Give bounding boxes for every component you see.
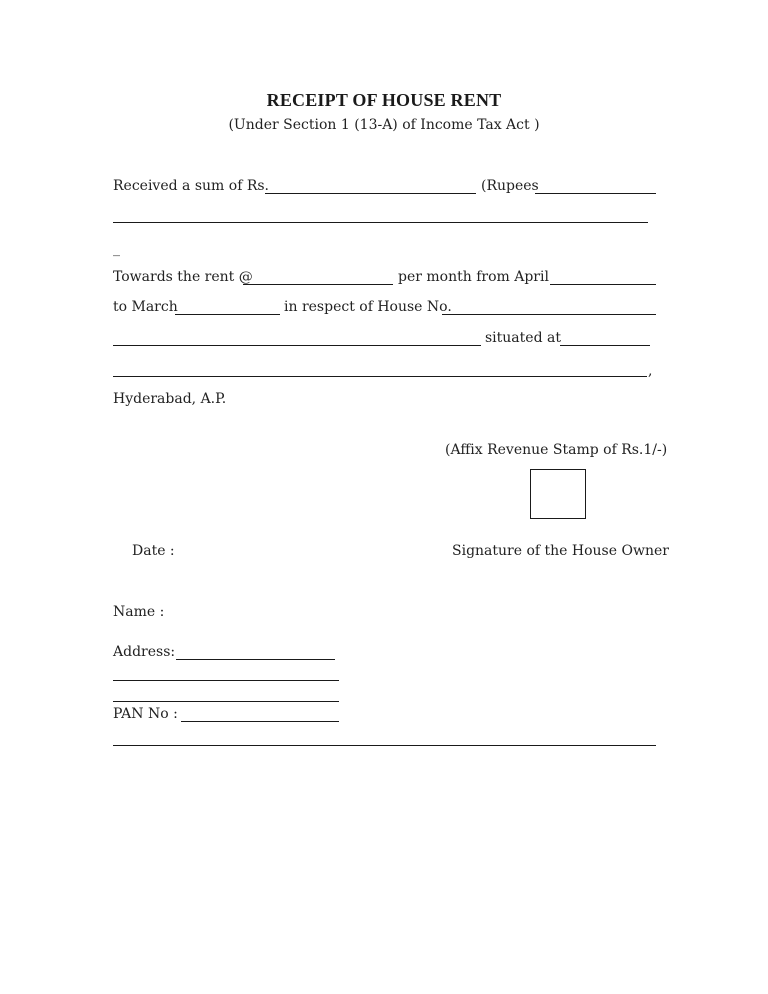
rupees-label: (Rupees: [481, 178, 539, 194]
house-no-label: in respect of House No.: [284, 299, 452, 315]
address-label: Address:: [113, 644, 176, 660]
name-label: Name :: [113, 604, 165, 620]
bottom-rule: [113, 745, 656, 746]
revenue-stamp-box: [530, 469, 586, 519]
situated-at-line[interactable]: [560, 345, 650, 346]
location-line[interactable]: [113, 376, 647, 377]
received-sum-label: Received a sum of Rs.: [113, 178, 269, 194]
from-april-line[interactable]: [550, 284, 656, 285]
address-line-2[interactable]: [113, 680, 339, 681]
situated-at-label: situated at: [485, 330, 561, 346]
signature-label: Signature of the House Owner: [452, 543, 669, 559]
towards-rent-label: Towards the rent @: [113, 269, 253, 285]
stamp-label: (Affix Revenue Stamp of Rs.1/-): [445, 442, 668, 458]
rent-amount-line[interactable]: [243, 284, 393, 285]
rupees-words-line[interactable]: [535, 193, 656, 194]
house-no-line[interactable]: [442, 314, 656, 315]
page-subtitle: (Under Section 1 (13-A) of Income Tax Act ): [228, 117, 540, 133]
address-line-1[interactable]: [176, 659, 335, 660]
dash-mark: _: [113, 241, 120, 257]
house-address-line[interactable]: [113, 345, 481, 346]
comma-mark: ,: [648, 363, 653, 379]
city-text: Hyderabad, A.P.: [113, 391, 227, 407]
address-line-3[interactable]: [113, 701, 339, 702]
per-month-label: per month from April: [398, 269, 549, 285]
date-label: Date :: [132, 543, 175, 559]
to-march-label: to March: [113, 299, 178, 315]
to-march-line[interactable]: [175, 314, 280, 315]
pan-line[interactable]: [181, 721, 339, 722]
amount-rs-line[interactable]: [265, 193, 476, 194]
pan-label: PAN No :: [113, 706, 178, 722]
rupees-words-line-2[interactable]: [113, 222, 648, 223]
page-title: RECEIPT OF HOUSE RENT: [266, 90, 502, 110]
